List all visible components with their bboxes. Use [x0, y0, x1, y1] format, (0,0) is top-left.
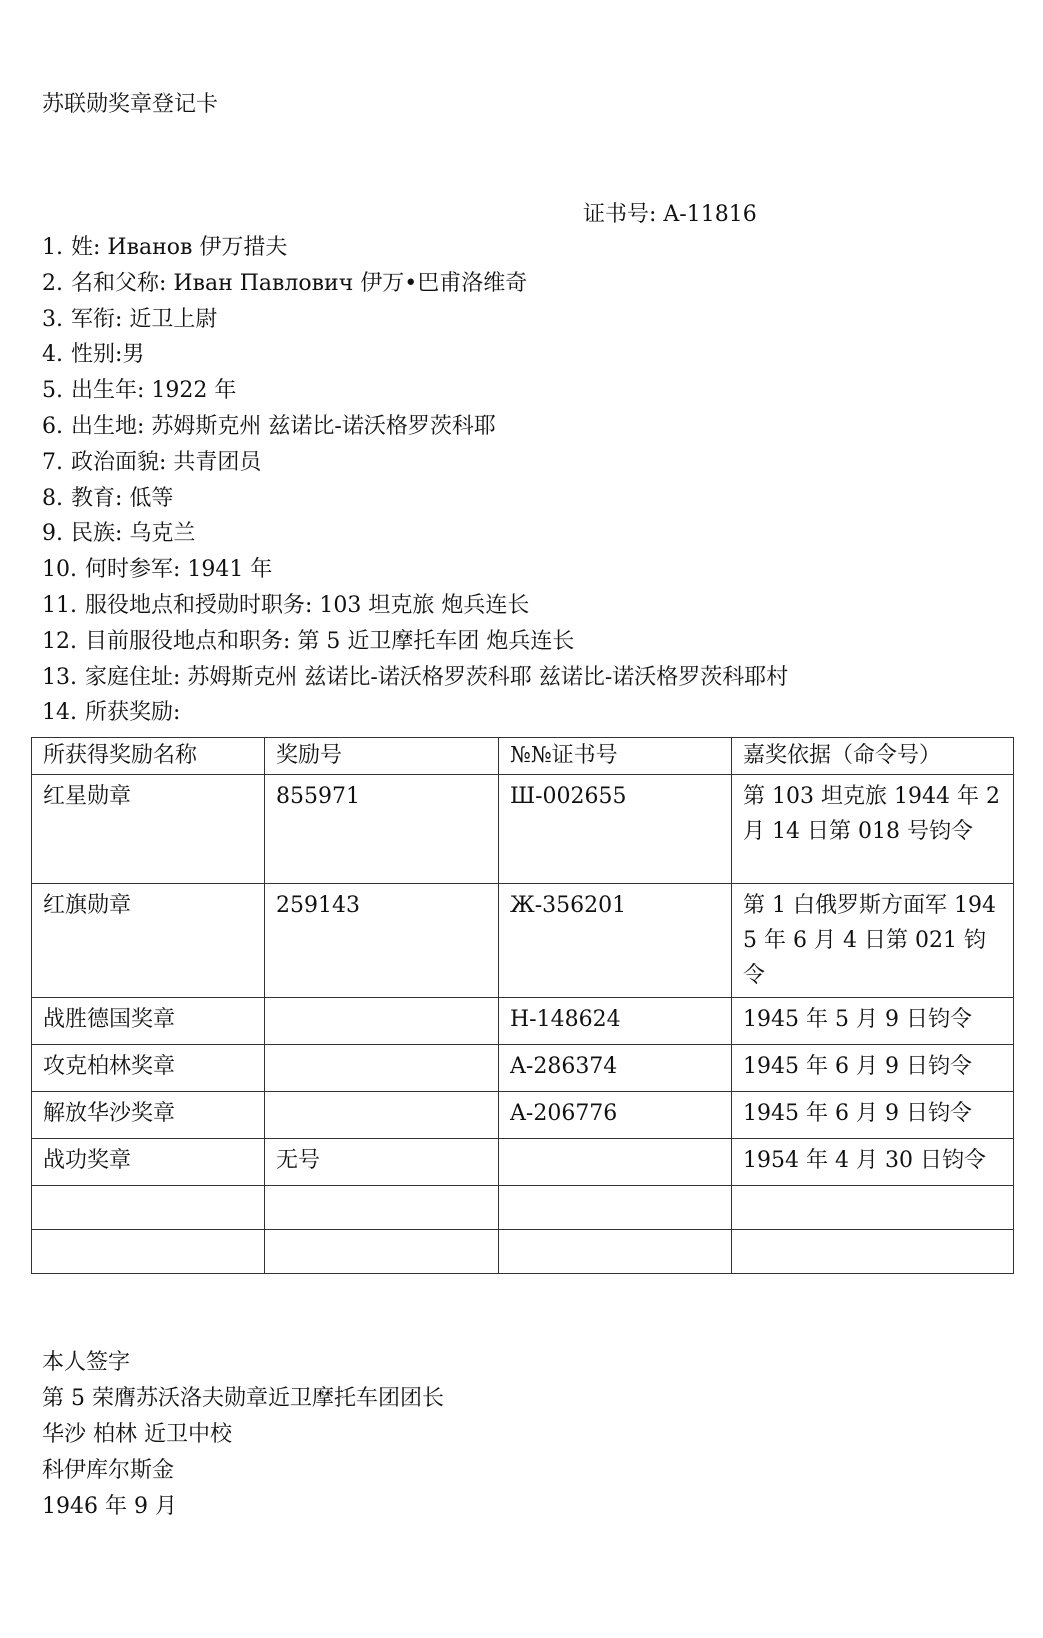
field-text: 服役地点和授勋时职务: 103 坦克旅 炮兵连长	[85, 592, 530, 618]
table-cell: 855971	[265, 775, 499, 884]
signature-block	[42, 1345, 444, 1525]
field-enlistment	[42, 556, 788, 592]
field-text: 军衔: 近卫上尉	[71, 306, 218, 332]
table-cell: 1945 年 6 月 9 日钧令	[732, 1045, 1014, 1092]
field-text: 姓: Иванов 伊万措夫	[71, 235, 288, 260]
table-row	[32, 884, 1014, 998]
signer-name: 科伊库尔斯金	[42, 1458, 175, 1483]
field-number: 13.	[42, 664, 77, 690]
table-cell: A-286374	[499, 1045, 732, 1092]
certificate-number: 证书号: A-11816	[583, 202, 757, 227]
signer-rank: 华沙 柏林 近卫中校	[42, 1422, 232, 1447]
field-number: 12.	[42, 628, 77, 654]
field-ethnicity	[42, 520, 788, 556]
field-text: 政治面貌: 共青团员	[71, 449, 262, 475]
field-service-at-award	[42, 592, 788, 628]
field-number: 11.	[42, 592, 77, 618]
field-text: 何时参军: 1941 年	[85, 557, 273, 583]
field-gender	[42, 341, 788, 377]
field-number: 14.	[42, 700, 77, 726]
table-cell: 第 103 坦克旅 1944 年 2 月 14 日第 018 号钧令	[732, 775, 1014, 884]
table-row	[32, 1045, 1014, 1092]
table-row	[32, 1139, 1014, 1186]
table-cell	[732, 1230, 1014, 1274]
table-cell: 1954 年 4 月 30 日钧令	[732, 1139, 1014, 1186]
field-number: 1.	[42, 235, 63, 260]
table-cell: Ж-356201	[499, 884, 732, 998]
table-cell: 1945 年 6 月 9 日钧令	[732, 1092, 1014, 1139]
table-cell	[499, 1186, 732, 1230]
table-row	[32, 1186, 1014, 1230]
table-cell	[265, 1092, 499, 1139]
column-header-certificate-number: №№证书号	[499, 738, 732, 775]
table-cell: 259143	[265, 884, 499, 998]
table-cell	[265, 1186, 499, 1230]
table-cell: 第 1 白俄罗斯方面军 1945 年 6 月 4 日第 021 钧令	[732, 884, 1014, 998]
table-row	[32, 1092, 1014, 1139]
table-cell	[265, 1230, 499, 1274]
field-text: 教育: 低等	[71, 485, 174, 511]
table-row	[32, 775, 1014, 884]
field-number: 10.	[42, 557, 77, 583]
field-number: 8.	[42, 485, 63, 511]
column-header-award-name: 所获得奖励名称	[32, 738, 265, 775]
field-number: 3.	[42, 306, 63, 332]
field-political-status	[42, 449, 788, 485]
field-number: 2.	[42, 270, 63, 296]
table-cell	[265, 1045, 499, 1092]
table-cell: 攻克柏林奖章	[32, 1045, 265, 1092]
field-education	[42, 485, 788, 521]
table-header-row	[32, 738, 1014, 775]
table-cell: 1945 年 5 月 9 日钧令	[732, 998, 1014, 1045]
table-cell: Ш-002655	[499, 775, 732, 884]
document-title: 苏联勋奖章登记卡	[42, 92, 219, 117]
table-cell: H-148624	[499, 998, 732, 1045]
field-text: 出生年: 1922 年	[71, 378, 237, 404]
field-birthplace	[42, 413, 788, 449]
column-header-order-basis: 嘉奖依据（命令号）	[732, 738, 1014, 775]
table-cell: 解放华沙奖章	[32, 1092, 265, 1139]
table-cell	[32, 1230, 265, 1274]
field-number: 5.	[42, 378, 63, 404]
signer-position: 第 5 荣膺苏沃洛夫勋章近卫摩托车团团长	[42, 1386, 444, 1411]
field-text: 性别:男	[71, 342, 145, 368]
table-cell: A-206776	[499, 1092, 732, 1139]
table-cell	[265, 998, 499, 1045]
table-cell	[499, 1139, 732, 1186]
field-current-service	[42, 628, 788, 664]
field-number: 4.	[42, 342, 63, 368]
awards-table	[31, 737, 1014, 1274]
field-text: 名和父称: Иван Павлович 伊万•巴甫洛维奇	[71, 270, 528, 296]
field-text: 出生地: 苏姆斯克州 兹诺比-诺沃格罗茨科耶	[71, 413, 496, 439]
table-cell	[499, 1230, 732, 1274]
table-cell	[732, 1186, 1014, 1230]
table-cell: 红星勋章	[32, 775, 265, 884]
field-text: 家庭住址: 苏姆斯克州 兹诺比-诺沃格罗茨科耶 兹诺比-诺沃格罗茨科耶村	[85, 664, 789, 690]
table-cell	[32, 1186, 265, 1230]
table-cell: 战功奖章	[32, 1139, 265, 1186]
table-cell: 红旗勋章	[32, 884, 265, 998]
signature-date: 1946 年 9 月	[42, 1494, 177, 1519]
field-rank	[42, 306, 788, 342]
personal-fields	[42, 234, 788, 735]
table-cell: 无号	[265, 1139, 499, 1186]
field-number: 9.	[42, 521, 63, 547]
field-text: 所获奖励:	[85, 700, 181, 726]
field-text: 目前服役地点和职务: 第 5 近卫摩托车团 炮兵连长	[85, 628, 575, 654]
column-header-award-number: 奖励号	[265, 738, 499, 775]
field-birth-year	[42, 377, 788, 413]
field-home-address	[42, 664, 788, 700]
field-text: 民族: 乌克兰	[71, 521, 196, 547]
field-number: 6.	[42, 413, 63, 439]
field-awards-heading	[42, 699, 788, 735]
field-surname	[42, 234, 788, 270]
table-row	[32, 1230, 1014, 1274]
signature-label: 本人签字	[42, 1350, 131, 1375]
table-cell: 战胜德国奖章	[32, 998, 265, 1045]
field-number: 7.	[42, 449, 63, 475]
table-row	[32, 998, 1014, 1045]
field-name-patronymic	[42, 270, 788, 306]
